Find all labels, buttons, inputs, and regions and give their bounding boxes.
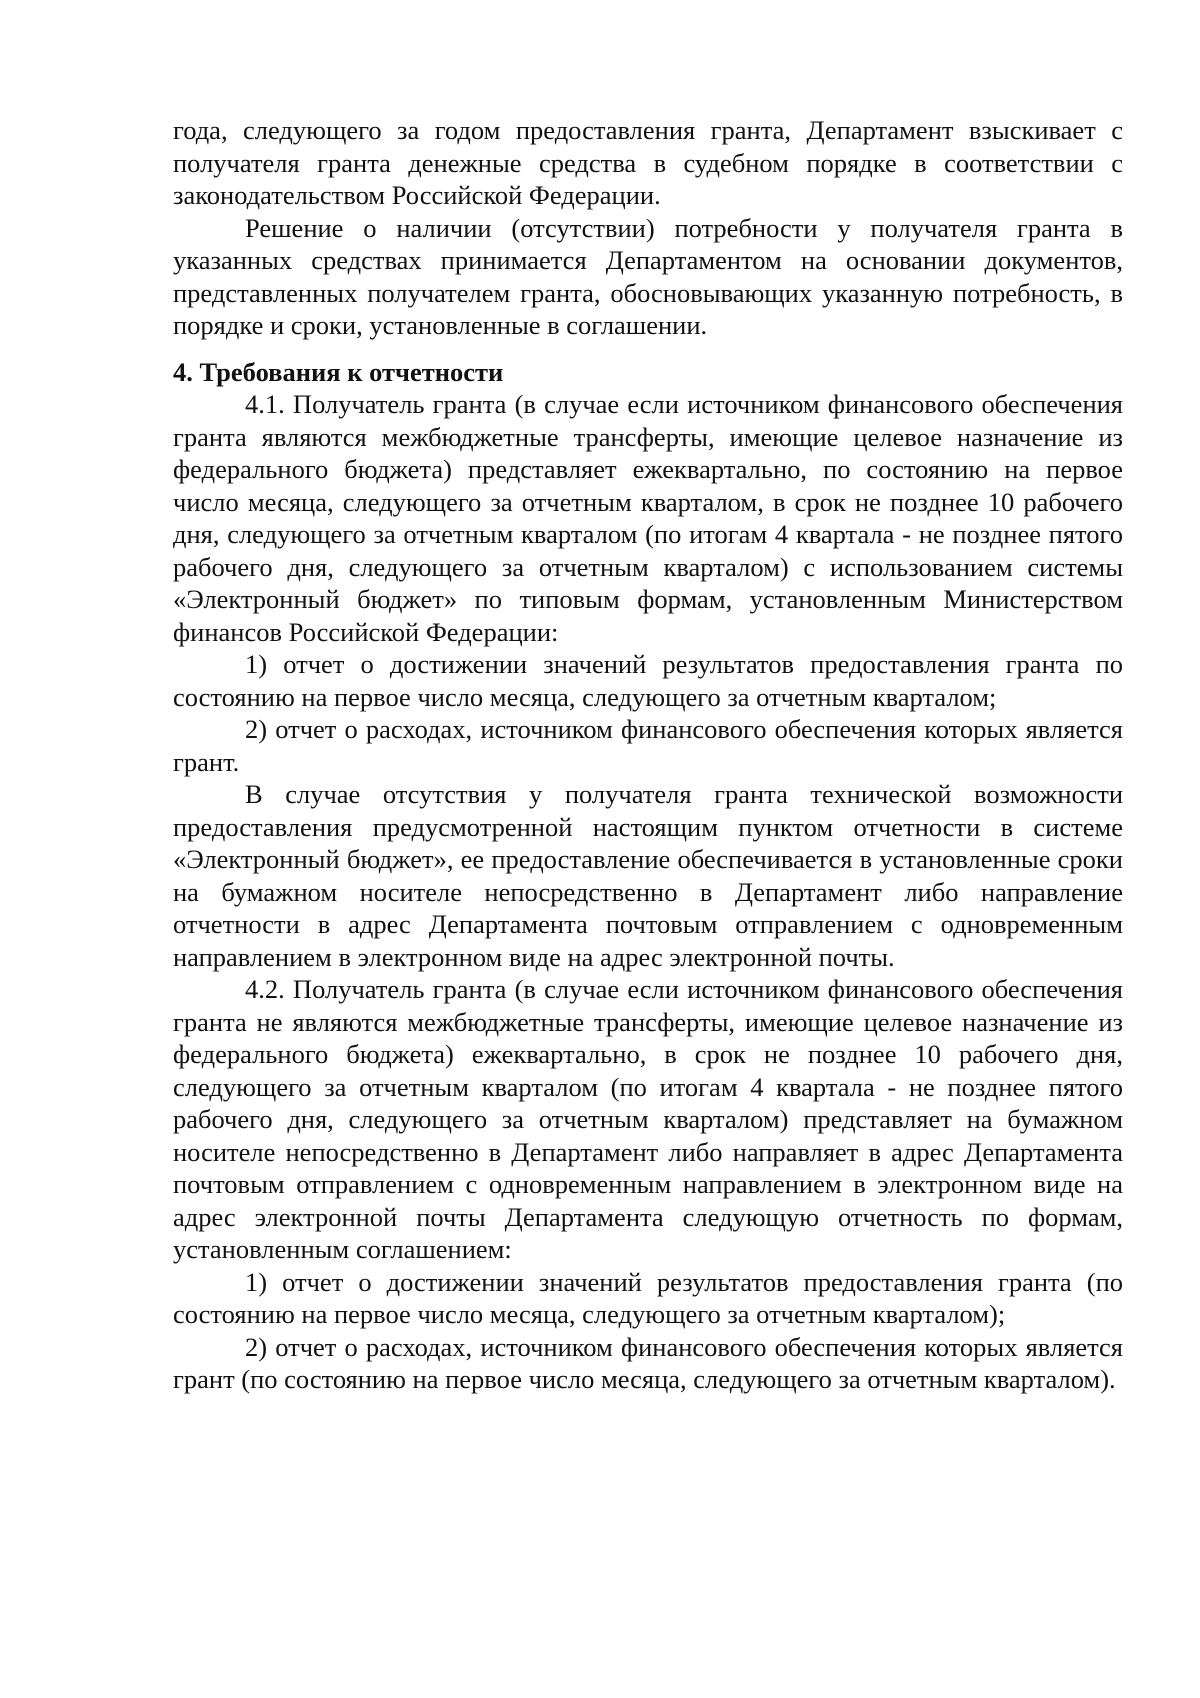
section-heading: 4. Требования к отчетности: [173, 356, 504, 387]
document-body: [173, 114, 1123, 1396]
list-item-4-1-1: 1) отчет о достижении значений результатов предоставления гранта по состоянию на первое число месяца, следующего за отчетным кварталом;: [173, 649, 1123, 712]
list-item-4-1-2: 2) отчет о расходах, источником финансового обеспечения которых является грант.: [173, 714, 1123, 777]
list-item-4-2-1: 1) отчет о достижении значений результатов предоставления гранта (по состоянию на первое число месяца, следующего за отчетным кварталом);: [173, 1266, 1123, 1329]
paragraph-continuation: года, следующего за годом предоставления гранта, Департамент взыскивает с получателя гранта денежные средства в судебном порядке в соответствии с законодательством Российской Федерации.: [173, 115, 1123, 210]
paragraph-4-1-note: В случае отсутствия у получателя гранта технической возможности предоставления предусмотренной настоящим пунктом отчетности в системе «Электронный бюджет», ее предоставление обеспечивается в установленные сроки на бумажном носителе непосредственно в Департамент либо направление отчетности в адрес Департамента почтовым отправлением с одновременным направлением в электронном виде на адрес электронной почты.: [173, 779, 1123, 972]
paragraph-4-2: 4.2. Получатель гранта (в случае если источником финансового обеспечения гранта не являются межбюджетные трансферты, имеющие целевое назначение из федерального бюджета) ежеквартально, в срок не позднее 10 рабочего дня, следующего за отчетным кварталом (по итогам 4 квартала - не позднее пятого рабочего дня, следующего за отчетным кварталом) представляет на бумажном носителе непосредственно в Департамент либо направляет в адрес Департамента почтовым отправлением с одновременным направлением в электронном виде на адрес электронной почты Департамента следующую отчетность по формам, установленным соглашением:: [173, 974, 1123, 1264]
paragraph-4-1: 4.1. Получатель гранта (в случае если источником финансового обеспечения гранта являются межбюджетные трансферты, имеющие целевое назначение из федерального бюджета) представляет ежеквартально, по состоянию на первое число месяца, следующего за отчетным кварталом, в срок не позднее 10 рабочего дня, следующего за отчетным кварталом (по итогам 4 квартала - не позднее пятого рабочего дня, следующего за отчетным кварталом) с использованием системы «Электронный бюджет» по типовым формам, установленным Министерством финансов Российской Федерации:: [173, 389, 1123, 647]
paragraph-decision: Решение о наличии (отсутствии) потребности у получателя гранта в указанных средствах принимается Департаментом на основании документов, представленных получателем гранта, обосновывающих указанную потребность, в порядке и сроки, установленные в соглашении.: [173, 212, 1123, 340]
section-heading-wrap: [173, 356, 1123, 389]
list-item-4-2-2: 2) отчет о расходах, источником финансового обеспечения которых является грант (по состоянию на первое число месяца, следующего за отчетным кварталом).: [173, 1331, 1123, 1394]
